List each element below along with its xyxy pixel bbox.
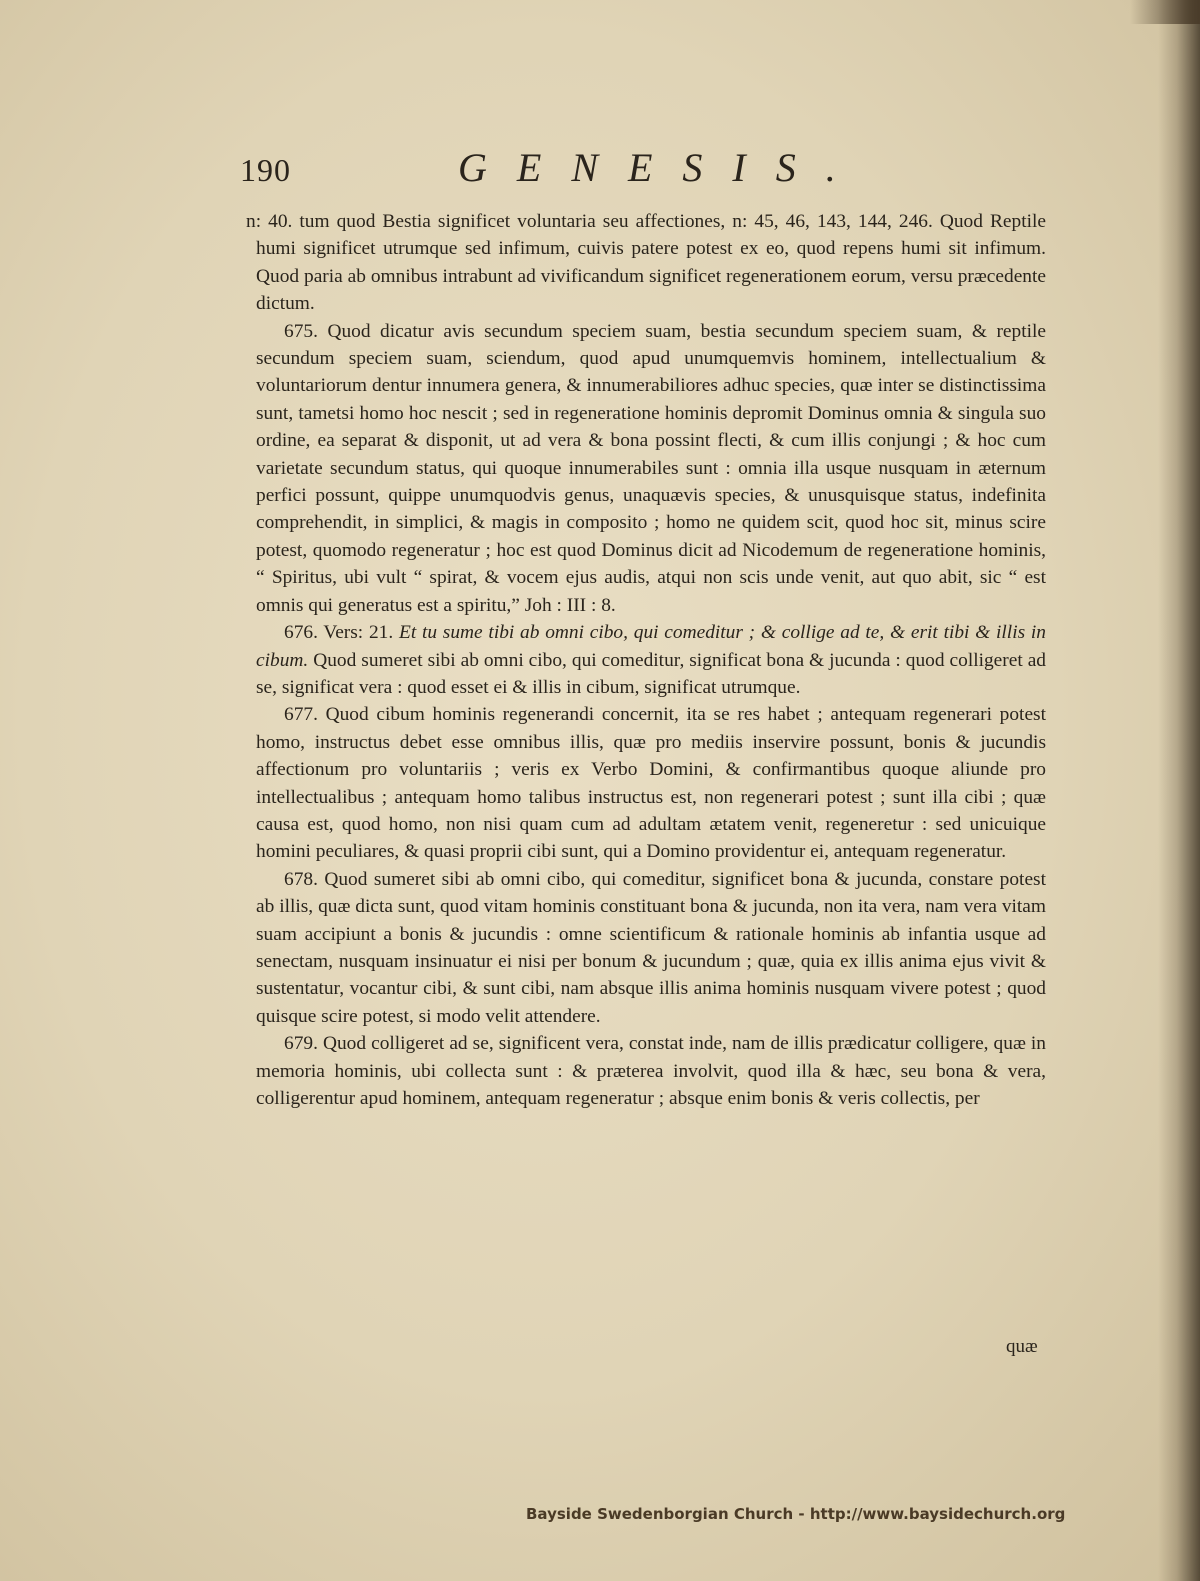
catchword: quæ — [1006, 1336, 1038, 1357]
paragraph-678: 678. Quod sumeret sibi ab omni cibo, qui comeditur, significet bona & jucunda, constare potest ab illis, quæ dicta sunt, quod vitam hominis constituant bona & jucunda, non ita vera, nam vera vitam suam accipiunt a bonis & jucundis : omne scientificum & rationale hominis ab infantia usque ad senectam, nusquam insinuatur ei nisi per bonum & jucundum ; quæ, quia ex illis anima ejus vivit & sustentatur, vocantur cibi, & sunt cibi, nam absque illis anima hominis nusquam vivere potest ; quod quisque scire potest, si modo velit attendere. — [256, 868, 1046, 1027]
page-number: 190 — [240, 152, 291, 188]
paragraph-679: 679. Quod colligeret ad se, significent vera, constat inde, nam de illis prædicatur colligere, quæ in memoria hominis, ubi collecta sunt : & præterea involvit, quod illa & hæc, seu bona & vera, colligerentur apud hominem, antequam regeneratur ; absque enim bonis & veris collectis, per — [256, 1033, 1046, 1109]
paragraph-676 — [256, 619, 1046, 701]
paragraph-676-scripture: Et tu sume tibi ab omni cibo, qui comeditur ; & collige ad te, & erit tibi & illis in cibum. — [256, 622, 1046, 671]
paragraph-continuation: n: 40. tum quod Bestia significet voluntaria seu affectiones, n: 45, 46, 143, 144, 246. Quod Reptile humi significet utrumque sed infimum, cuivis patere potest ex eo, quod repens humi sit infimum. Quod paria ab omnibus intrabunt ad vivificandum significet regenerationem eorum, versu præcedente dictum. — [246, 211, 1046, 315]
body-text — [246, 208, 1046, 1112]
page-corner-shadow — [1130, 0, 1200, 24]
footer-credit: Bayside Swedenborgian Church - http://www.baysidechurch.org — [526, 1505, 1066, 1523]
paragraph-675: 675. Quod dicatur avis secundum speciem suam, bestia secundum speciem suam, & reptile secundum speciem suam, sciendum, quod apud unumquemvis hominem, intellectualium & voluntariorum dentur innumera genera, & innumerabiliores adhuc species, quæ inter se distinctissima sunt, tametsi homo hoc nescit ; sed in regeneratione hominis depromit Dominus omnia & singula suo ordine, ea separat & disponit, ut ad vera & bona possint flecti, & cum illis conjungi ; & hoc cum varietate secundum status, qui quoque innumerabiles sunt : omnia illa usque nusquam in æternum perfici possunt, quippe unumquodvis genus, unaquævis species, & unusquisque status, indefinita comprehendit, in simplici, & magis in composito ; homo ne quidem scit, quod hoc sit, minus scire potest, quomodo regeneratur ; hoc est quod Dominus dicit ad Nicodemum de regeneratione hominis, “ Spiritus, ubi vult “ spirat, & vocem ejus audis, atqui non scis unde venit, aut quo abit, sic “ est omnis qui generatus est a spiritu,” Joh : III : 8. — [256, 320, 1046, 616]
running-title: GENESIS. — [458, 145, 866, 190]
paragraph-676-lead: 676. Vers: 21. — [284, 622, 394, 644]
book-spine-shadow — [1158, 0, 1200, 1581]
paragraph-676-text: Quod sumeret sibi ab omni cibo, qui comeditur, significat bona & jucunda : quod colligeret ad se, significat vera : quod esset ei & illis in cibum, significat utrumque. — [256, 649, 1046, 698]
paragraph-677: 677. Quod cibum hominis regenerandi concernit, ita se res habet ; antequam regenerari potest homo, instructus debet esse omnibus illis, quæ pro mediis inservire possunt, bonis & jucundis affectionum pro voluntariis ; veris ex Verbo Domini, & confirmantibus quoque aliunde pro intellectualibus ; antequam homo talibus instructus est, non regenerari potest ; sunt illa cibi ; quæ causa est, quod homo, non nisi quam cum ad adultam ætatem venit, regeneretur : sed unicuique homini peculiares, & quasi proprii cibi sunt, qui a Domino providentur ei, antequam regeneratur. — [256, 704, 1046, 863]
